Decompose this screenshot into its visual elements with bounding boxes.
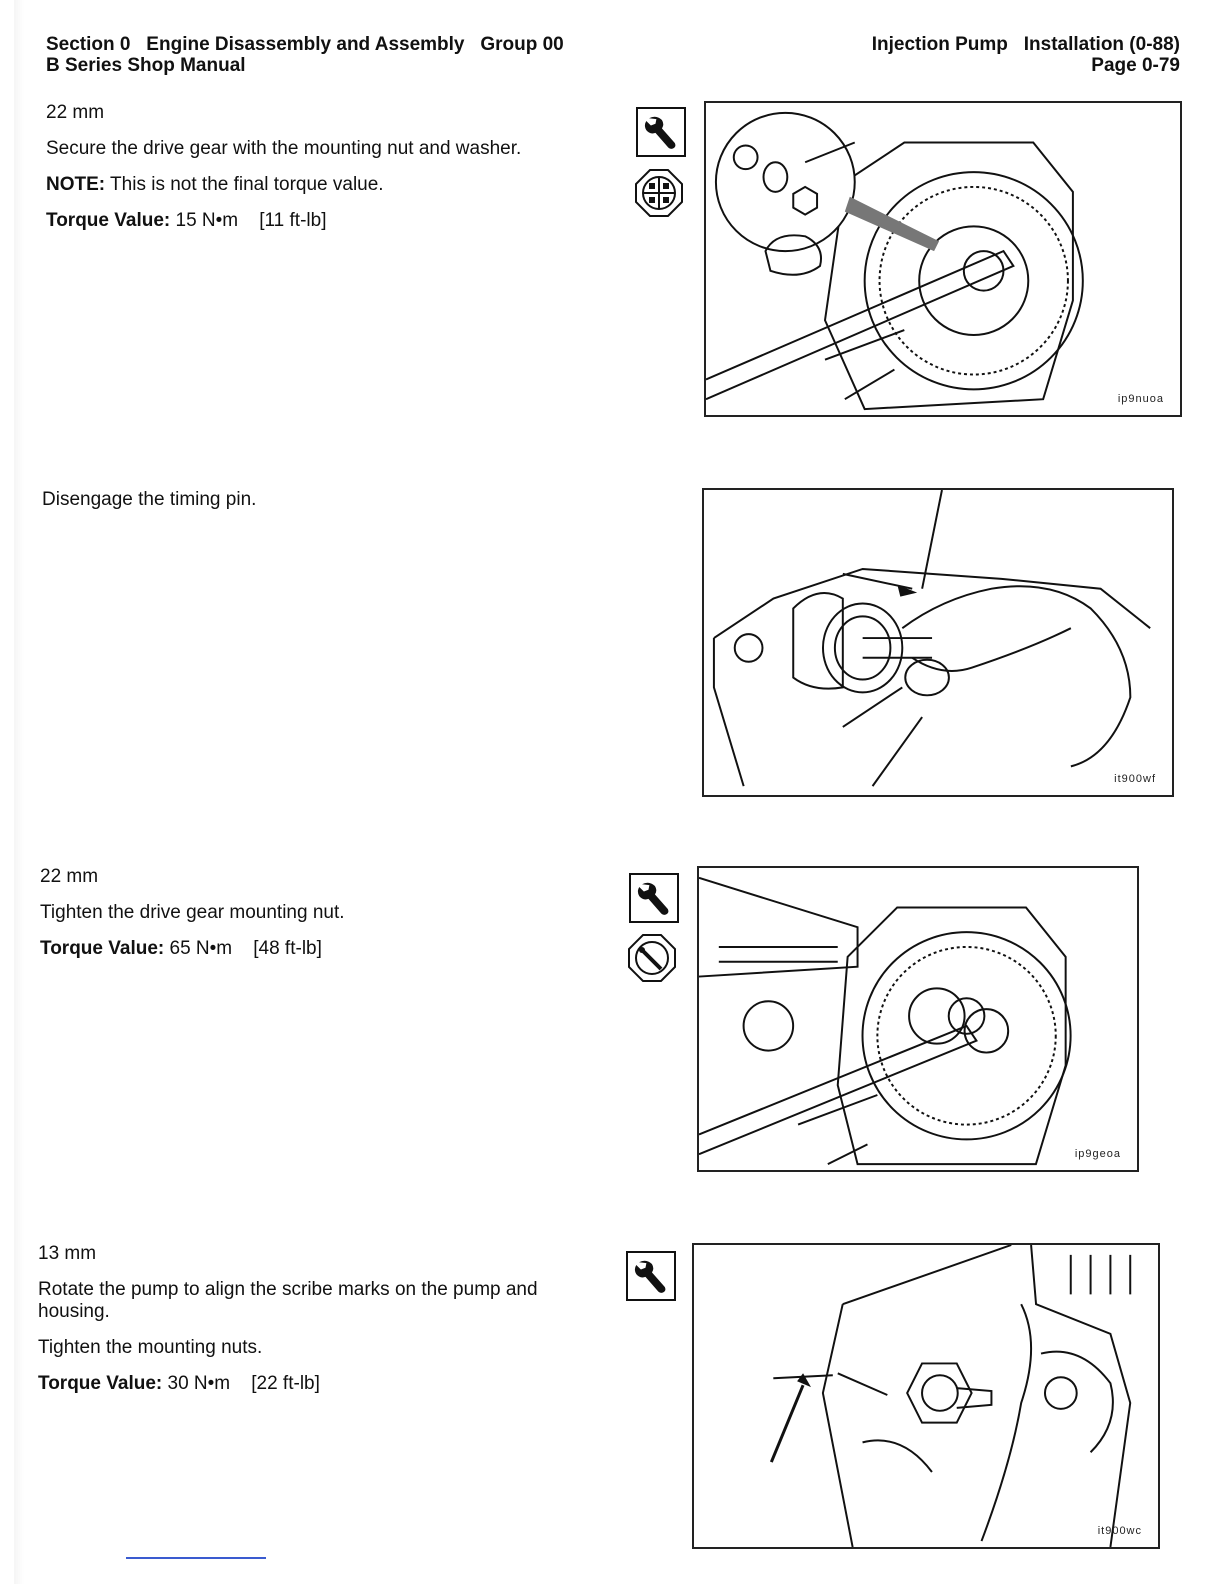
step-3-instruction: Tighten the drive gear mounting nut.	[40, 902, 345, 923]
wrench-icon	[626, 1251, 676, 1301]
step-4-instruction-2: Tighten the mounting nuts.	[38, 1337, 263, 1358]
figure-pump-scribe-marks	[692, 1243, 1160, 1549]
header-section-title: Section 0 Engine Disassembly and Assembly Group 00	[46, 34, 564, 55]
header-right	[872, 34, 1180, 76]
step-2-instruction: Disengage the timing pin.	[42, 489, 257, 510]
step-1	[46, 102, 616, 246]
figure-id: ip9geoa	[1074, 1148, 1121, 1160]
wrench-icon	[629, 873, 679, 923]
step-3-torque	[40, 938, 610, 960]
header-manual-title: B Series Shop Manual	[46, 55, 246, 76]
torque-sequence-icon	[634, 168, 684, 218]
step-3	[40, 866, 610, 974]
step-1-instruction: Secure the drive gear with the mounting nut and washer.	[46, 138, 522, 159]
figure-id: ip9nuoa	[1117, 393, 1164, 405]
torque-value: 30 N•m [22 ft-lb]	[167, 1373, 320, 1394]
step-4-torque	[38, 1373, 613, 1395]
step-4	[38, 1243, 613, 1409]
step-1-note	[46, 174, 616, 196]
step-3-tool-size: 22 mm	[40, 866, 99, 887]
step-1-tool-size: 22 mm	[46, 102, 105, 123]
torque-label: Torque Value:	[38, 1373, 163, 1394]
header-left	[46, 34, 564, 76]
torque-value: 15 N•m [11 ft-lb]	[175, 210, 327, 231]
torque-label: Torque Value:	[40, 938, 165, 959]
figure-gear-nut-tighten	[697, 866, 1139, 1172]
wrench-icon	[636, 107, 686, 157]
figure-id: it900wf	[1114, 773, 1156, 785]
header-page-number: Page 0-79	[1091, 55, 1180, 76]
torque-value: 65 N•m [48 ft-lb]	[169, 938, 322, 959]
figure-drive-gear-nut	[704, 101, 1182, 417]
footer-rule	[126, 1557, 266, 1559]
step-4-tool-size: 13 mm	[38, 1243, 97, 1264]
header-topic-title: Injection Pump Installation (0-88)	[871, 34, 1180, 55]
step-1-torque	[46, 210, 616, 232]
figure-timing-pin	[702, 488, 1174, 797]
note-text: This is not the final torque value.	[110, 174, 384, 195]
note-label: NOTE:	[46, 174, 106, 195]
torque-wrench-icon	[627, 933, 677, 983]
step-2	[42, 489, 612, 525]
scan-edge-shadow	[14, 0, 24, 1584]
step-4-instruction: Rotate the pump to align the scribe marks on the pump and housing.	[38, 1279, 538, 1322]
figure-id: it900wc	[1097, 1525, 1142, 1537]
torque-label: Torque Value:	[46, 210, 171, 231]
